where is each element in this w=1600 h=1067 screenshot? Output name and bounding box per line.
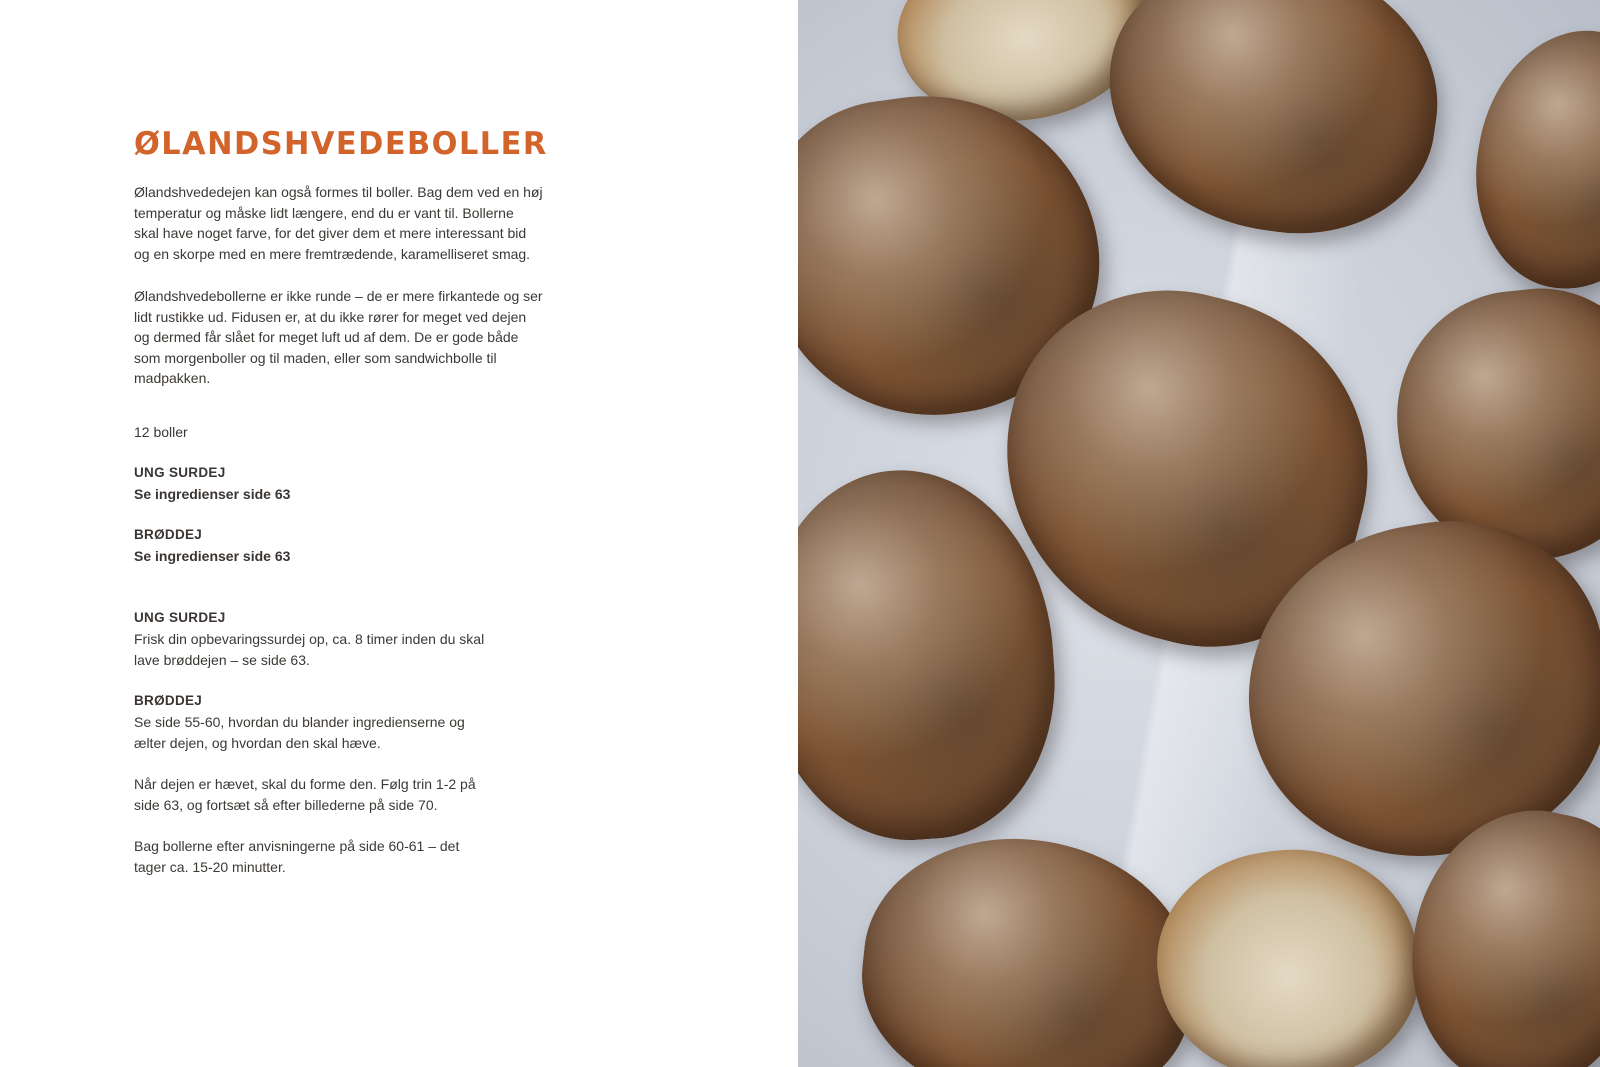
method-heading-broddej: BRØDDEJ (134, 693, 203, 708)
method-shape-text (134, 774, 476, 815)
bread-rolls-photo (798, 0, 1600, 1067)
method-broddej-text (134, 712, 465, 753)
method-heading-ung-surdej: UNG SURDEJ (134, 610, 226, 625)
recipe-title: ØLANDSHVEDEBOLLER (134, 126, 548, 162)
method-line: Se side 55-60, hvordan du blander ingredienserne og (134, 714, 465, 730)
ingredient-heading-ung-surdej: UNG SURDEJ (134, 465, 226, 480)
intro-line: temperatur og måske lidt længere, end du er vant til. Bollerne (134, 204, 514, 221)
intro-line: og en skorpe med en mere fremtrædende, karamelliseret smag. (134, 245, 531, 262)
ingredient-ref-ung-surdej: Se ingredienser side 63 (134, 486, 291, 502)
intro-line: Ølandshvededejen kan også formes til boller. Bag dem ved en høj (134, 184, 543, 200)
description-line: madpakken. (134, 370, 211, 386)
method-line: side 63, og fortsæt så efter billederne på side 70. (134, 796, 438, 813)
recipe-page (0, 0, 798, 1067)
method-line: ælter dejen, og hvordan den skal hæve. (134, 734, 381, 751)
ingredient-ref-broddej: Se ingredienser side 63 (134, 548, 291, 564)
method-line: Når dejen er hævet, skal du forme den. Følg trin 1-2 på (134, 776, 476, 792)
bread-roll (850, 823, 1205, 1067)
bread-roll (1457, 15, 1600, 306)
method-bake-text (134, 836, 459, 877)
ingredient-heading-broddej: BRØDDEJ (134, 527, 203, 542)
bread-roll (1143, 833, 1432, 1067)
description-line: og dermed får slået for meget luft ud af dem. De er gode både (134, 329, 519, 345)
method-line: Bag bollerne efter anvisningerne på side 60-61 – det (134, 838, 460, 854)
method-line: Frisk din opbevaringssurdej op, ca. 8 timer inden du skal (134, 631, 485, 647)
intro-line: skal have noget farve, for det giver dem et mere interessant bid (134, 225, 527, 241)
bread-roll (1091, 0, 1455, 252)
description-line: lidt rustikke ud. Fidusen er, at du ikke rører for meget ved dejen (134, 308, 527, 325)
intro-paragraph (134, 182, 543, 264)
description-line: Ølandshvedebollerne er ikke runde – de er mere firkantede og ser (134, 288, 543, 304)
method-line: tager ca. 15-20 minutter. (134, 858, 286, 875)
description-line: som morgenboller og til maden, eller som sandwichbolle til (134, 349, 497, 366)
yield-text: 12 boller (134, 424, 188, 440)
description-paragraph (134, 286, 543, 389)
method-ung-surdej-text (134, 629, 484, 670)
method-line: lave brøddejen – se side 63. (134, 651, 310, 668)
